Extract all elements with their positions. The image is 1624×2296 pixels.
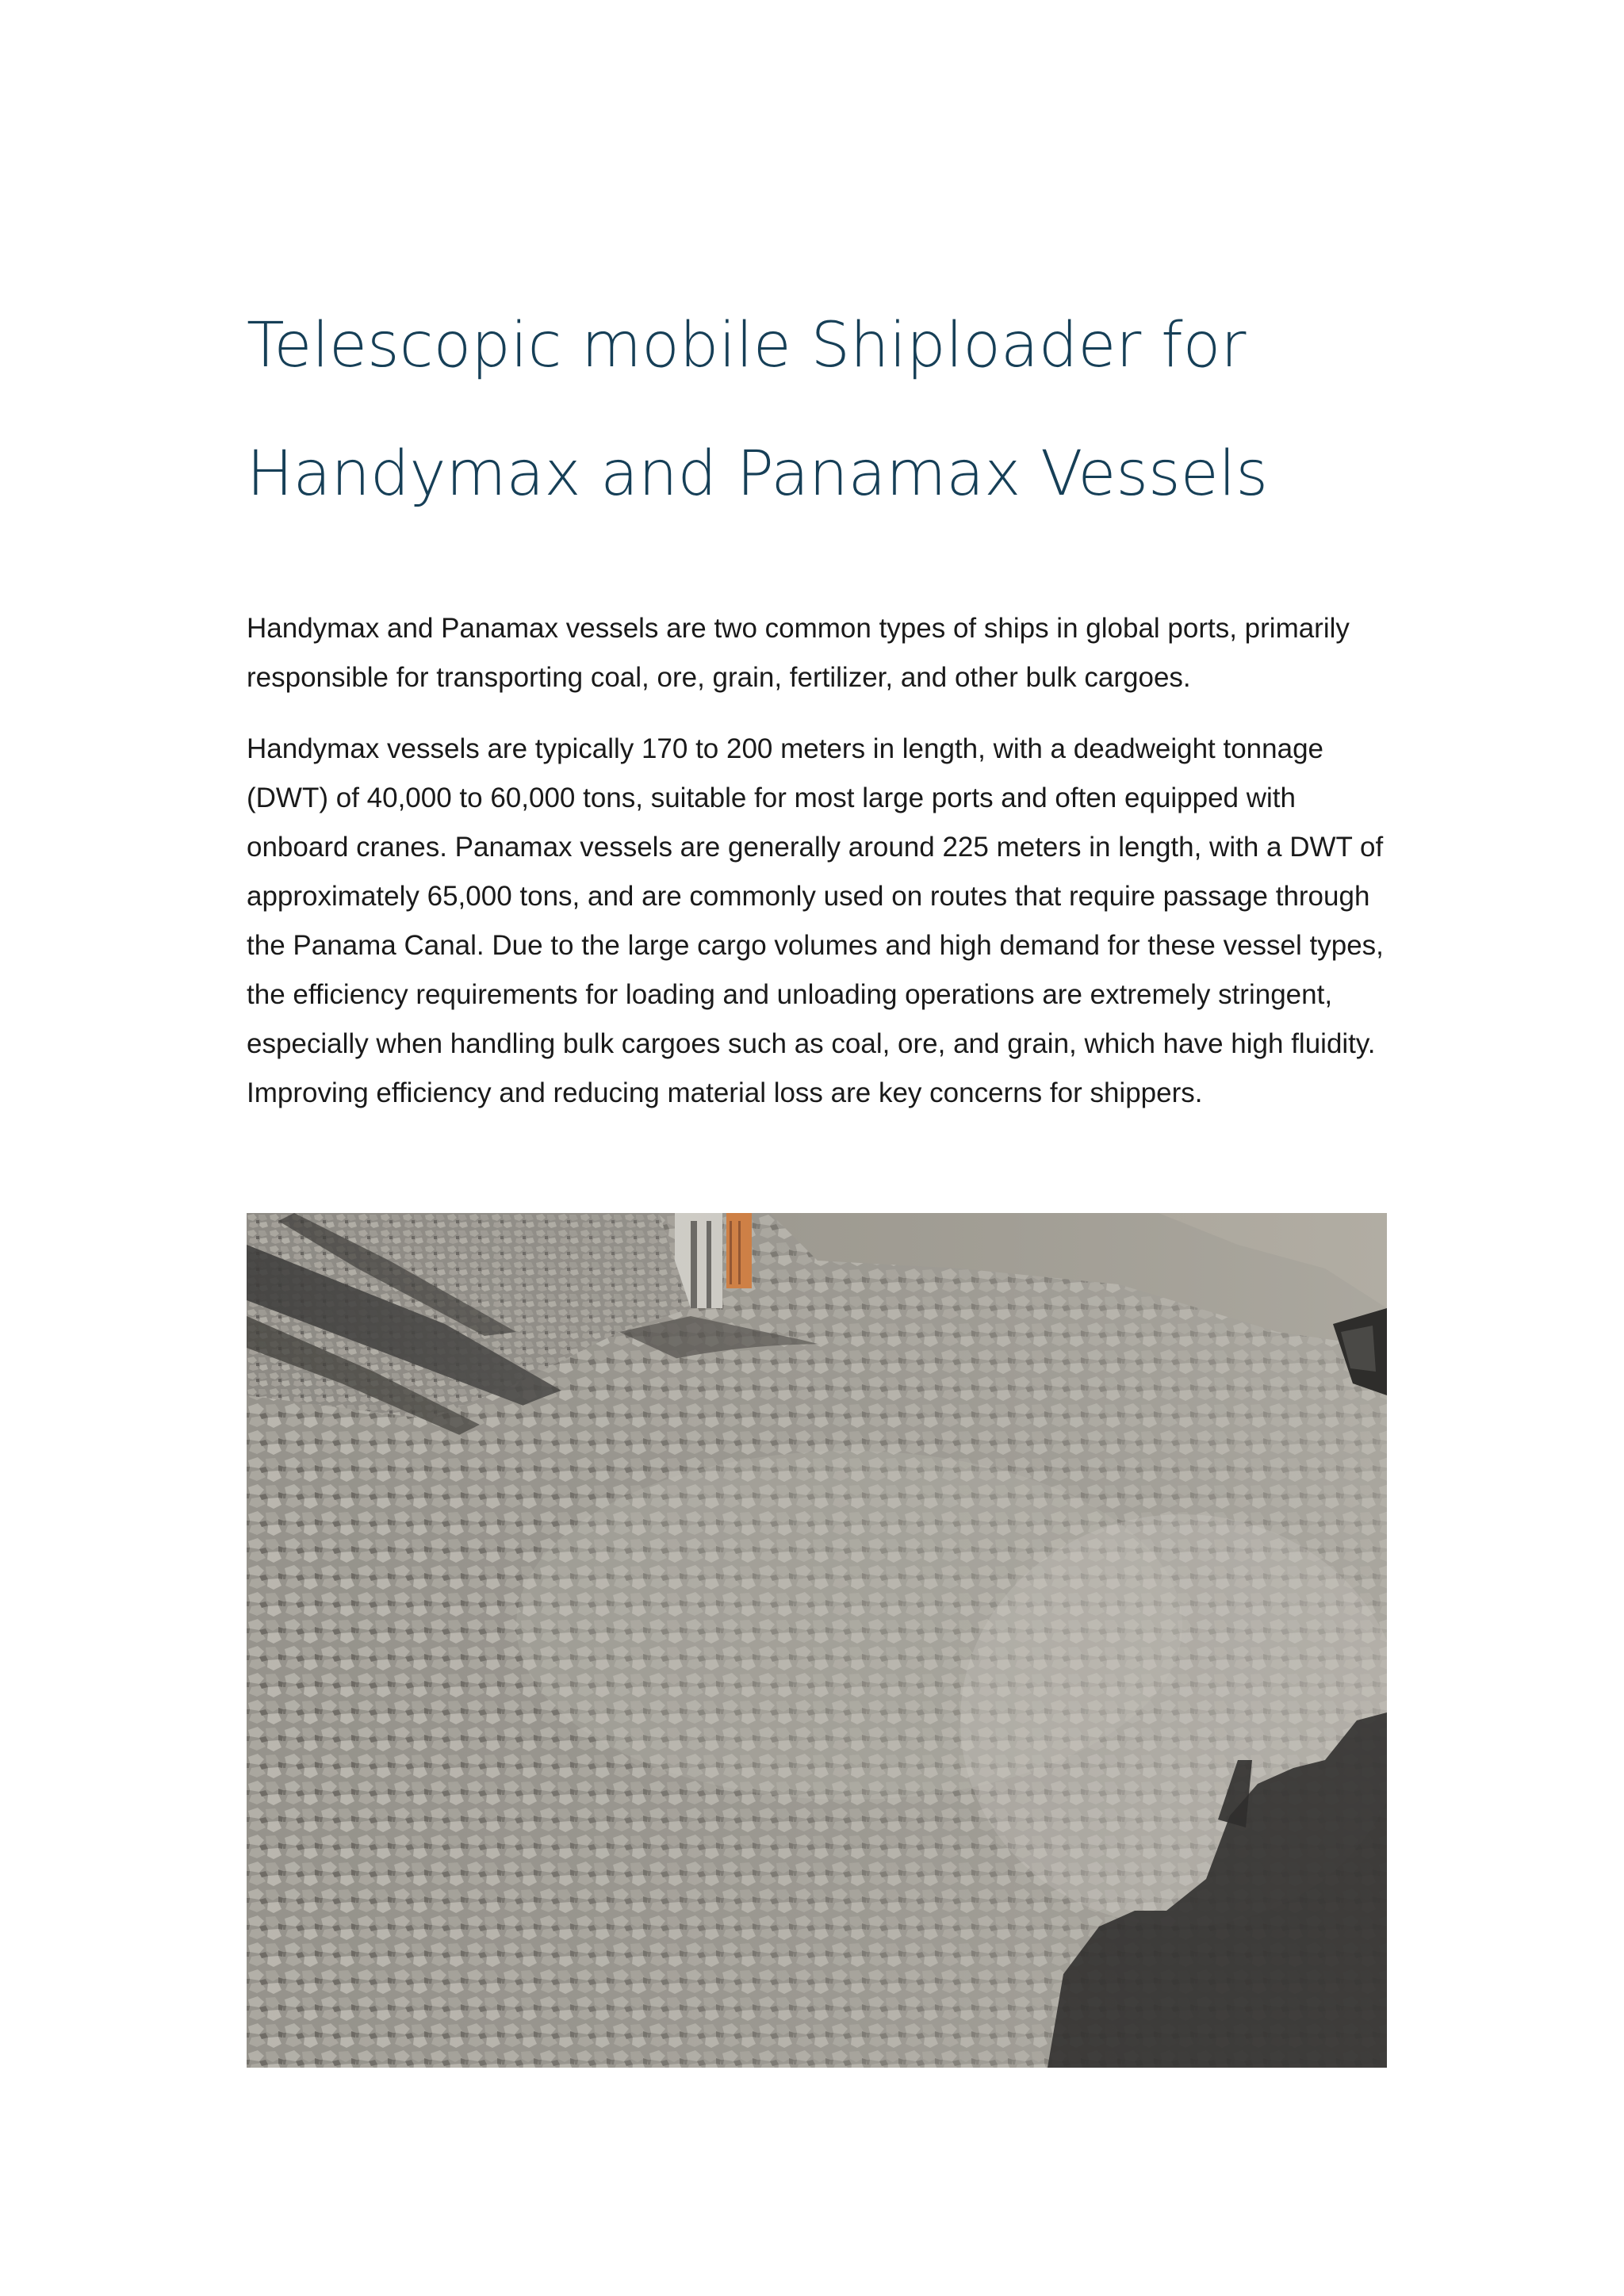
gravel-pile-photo <box>247 1213 1387 2068</box>
title-line-2: Handymax and Panamax Vessels <box>247 438 1268 510</box>
title-line-1: Telescopic mobile Shiploader for <box>247 310 1247 381</box>
details-paragraph: Handymax vessels are typically 170 to 200 meters in length, with a deadweight tonnage (DWT) of 40,000 to 60,000 tons, suitable for most large ports and often equipped with onboard cranes. Panamax vessels are generally around 225 meters in length, with a DWT of approximately 65,000 tons, and are commonly used on routes that require passage through the Panama Canal. Due to the large cargo volumes and high demand for these vessel types, the efficiency requirements for loading and unloading operations are extremely stringent, especially when handling bulk cargoes such as coal, ore, and grain, which have high fluidity. Improving efficiency and reducing material loss are key concerns for shippers. <box>247 733 1384 1108</box>
gravel-pile-illustration <box>247 1213 1387 2068</box>
intro-paragraph: Handymax and Panamax vessels are two common types of ships in global ports, primarily responsible for transporting coal, ore, grain, fertilizer, and other bulk cargoes. <box>247 613 1350 693</box>
document-title <box>247 281 1396 538</box>
